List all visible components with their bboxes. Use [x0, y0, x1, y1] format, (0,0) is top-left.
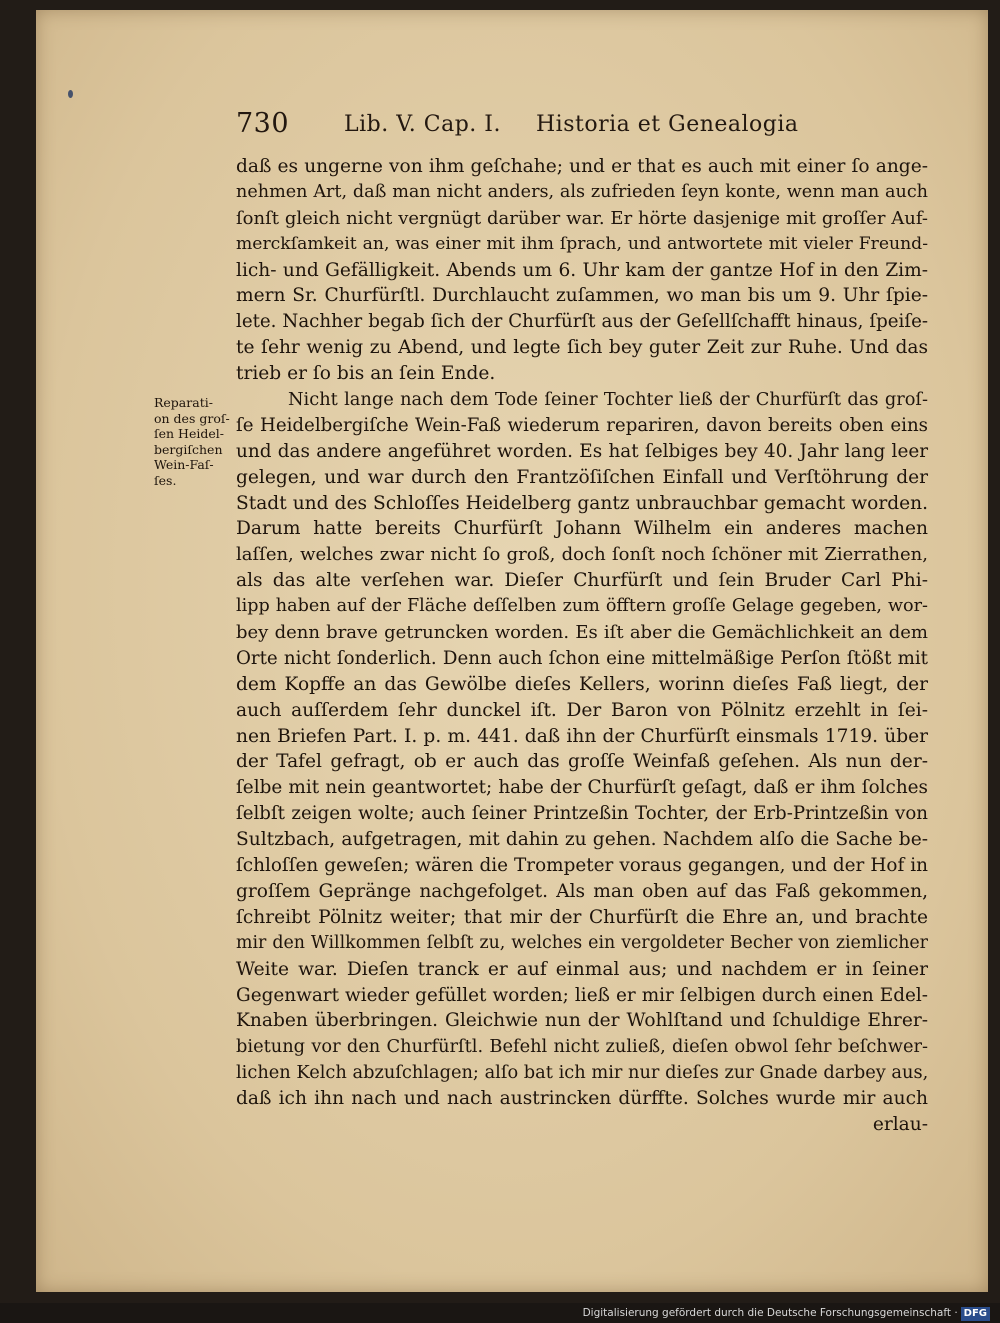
text-line: daß ich ihn nach und nach austrincken dürffte. Solches wurde mir auch: [236, 1088, 928, 1110]
digitization-credit: [583, 1305, 990, 1321]
text-line: Orte nicht ſonderlich. Denn auch ſchon eine mittelmäßige Perſon ſtößt mit: [236, 647, 928, 669]
text-line: Nicht lange nach dem Tode ſeiner Tochter ließ der Churfürſt das groſ-: [288, 389, 928, 411]
running-head-title: Historia et Genealogia: [536, 112, 799, 137]
text-line: nen Briefen Part. I. p. m. 441. daß ihn der Churfürſt einsmals 1719. über: [236, 725, 928, 747]
text-line: der Tafel gefragt, ob er auch das groſſe Weinfaß geſehen. Als nun der-: [236, 751, 928, 773]
marginal-note: [154, 395, 236, 488]
text-line: Sultzbach, aufgetragen, mit dahin zu gehen. Nachdem alſo die Sache be-: [236, 829, 928, 851]
text-line: ſe Heidelbergiſche Wein-Faß wiederum repariren, davon bereits oben eins: [236, 414, 928, 436]
text-line: lich- und Gefälligkeit. Abends um 6. Uhr kam der gantze Hof in den Zim-: [236, 259, 928, 281]
marginal-note-line: Reparati-: [154, 395, 213, 410]
text-line: Knaben überbringen. Gleichwie nun der Wohlſtand und ſchuldige Ehrer-: [236, 1010, 928, 1032]
marginal-note-line: Wein-Faſ-: [154, 457, 214, 472]
text-line: gelegen, und war durch den Frantzöſiſchen Einfall und Verſtöhrung der: [236, 466, 928, 488]
running-head-chapter: Lib. V. Cap. I.: [344, 112, 501, 137]
text-line: bietung vor den Churfürſtl. Befehl nicht zuließ, dieſen obwol ſehr beſchwer-: [236, 1036, 928, 1058]
text-line: Stadt und des Schloſſes Heidelberg gantz unbrauchbar gemacht worden.: [236, 492, 928, 514]
text-line: ſchloſſen geweſen; wären die Trompeter voraus gegangen, und der Hof in: [236, 855, 928, 877]
text-line: mir den Willkommen ſelbſt zu, welches ein vergoldeter Becher von ziemlicher: [236, 932, 928, 953]
text-line: lete. Nachher begab ſich der Churfürſt aus der Geſellſchafft hinaus, ſpeiſe-: [236, 311, 928, 333]
text-line: groſſem Gepränge nachgefolget. Als man oben auf das Faß gekommen,: [236, 880, 928, 902]
dfg-logo: DFG: [961, 1307, 990, 1321]
text-line: auch auſſerdem ſehr dunckel iſt. Der Baron von Pölnitz erzehlt in ſei-: [236, 699, 928, 721]
page-number: 730: [236, 108, 290, 139]
text-line: ſelbe mit nein geantwortet; habe der Churfürſt geſagt, daß er ihm ſolches: [236, 777, 928, 799]
text-line: daß es ungerne von ihm geſchahe; und er that es auch mit einer ſo ange-: [236, 156, 928, 177]
marginal-note-line: ſen Heidel-: [154, 426, 224, 441]
marginal-note-line: on des groſ-: [154, 410, 230, 426]
text-line: Weite war. Dieſen tranck er auf einmal aus; und nachdem er in ſeiner: [236, 958, 928, 980]
text-line: nehmen Art, daß man nicht anders, als zufrieden ſeyn konte, wenn man auch: [236, 181, 928, 202]
page-header: [236, 108, 810, 142]
marginal-note-line: ſes.: [154, 472, 177, 488]
text-line: lichen Kelch abzuſchlagen; alſo bat ich mir nur dieſes zur Gnade darbey aus,: [236, 1062, 929, 1084]
text-line: Gegenwart wieder gefüllet worden; ließ er mir ſelbigen durch einen Edel-: [236, 984, 928, 1006]
main-text: [236, 154, 928, 1138]
text-line: merckſamkeit an, was einer mit ihm ſprach, und antwortete mit vieler Freund-: [236, 233, 928, 254]
text-line: bey denn brave getruncken worden. Es iſt aber die Gemächlichkeit an dem: [236, 622, 928, 644]
text-line: als das alte verſehen war. Dieſer Churfürſt und ſein Bruder Carl Phi-: [236, 570, 928, 592]
text-line: dem Kopffe an das Gewölbe dieſes Kellers, worinn dieſes Faß liegt, der: [236, 673, 928, 695]
text-line: te ſehr wenig zu Abend, und legte ſich bey guter Zeit zur Ruhe. Und das: [236, 337, 928, 359]
marginal-note-line: bergiſchen: [154, 441, 223, 457]
text-line: ſchreibt Pölnitz weiter; that mir der Churfürſt die Ehre an, und brachte: [236, 906, 928, 928]
text-line: und das andere angeführet worden. Es hat ſelbiges bey 40. Jahr lang leer: [236, 440, 928, 462]
text-line: trieb er ſo bis an ſein Ende.: [236, 363, 496, 385]
text-line: mern Sr. Churfürſtl. Durchlaucht zuſammen, wo man bis um 9. Uhr ſpie-: [236, 285, 928, 307]
text-line: ſelbſt zeigen wolte; auch ſeiner Printzeßin Tochter, der Erb-Printzeßin von: [236, 803, 928, 825]
text-line: lipp haben auf der Fläche deſſelben zum öfftern groſſe Gelage gegeben, wor-: [236, 596, 928, 617]
text-line: ſonſt gleich nicht vergnügt darüber war. Er hörte dasjenige mit groſſer Auf-: [236, 207, 928, 229]
text-line: Darum hatte bereits Churfürſt Johann Wilhelm ein anderes machen: [236, 518, 928, 540]
catchword: erlau-: [872, 1113, 928, 1135]
text-line: laſſen, welches zwar nicht ſo groß, doch ſonſt noch ſchöner mit Zierrathen,: [236, 544, 928, 566]
credit-text: Digitalisierung gefördert durch die Deutsche Forschungsgemeinschaft ·: [582, 1307, 958, 1319]
ink-speck: [68, 90, 73, 98]
